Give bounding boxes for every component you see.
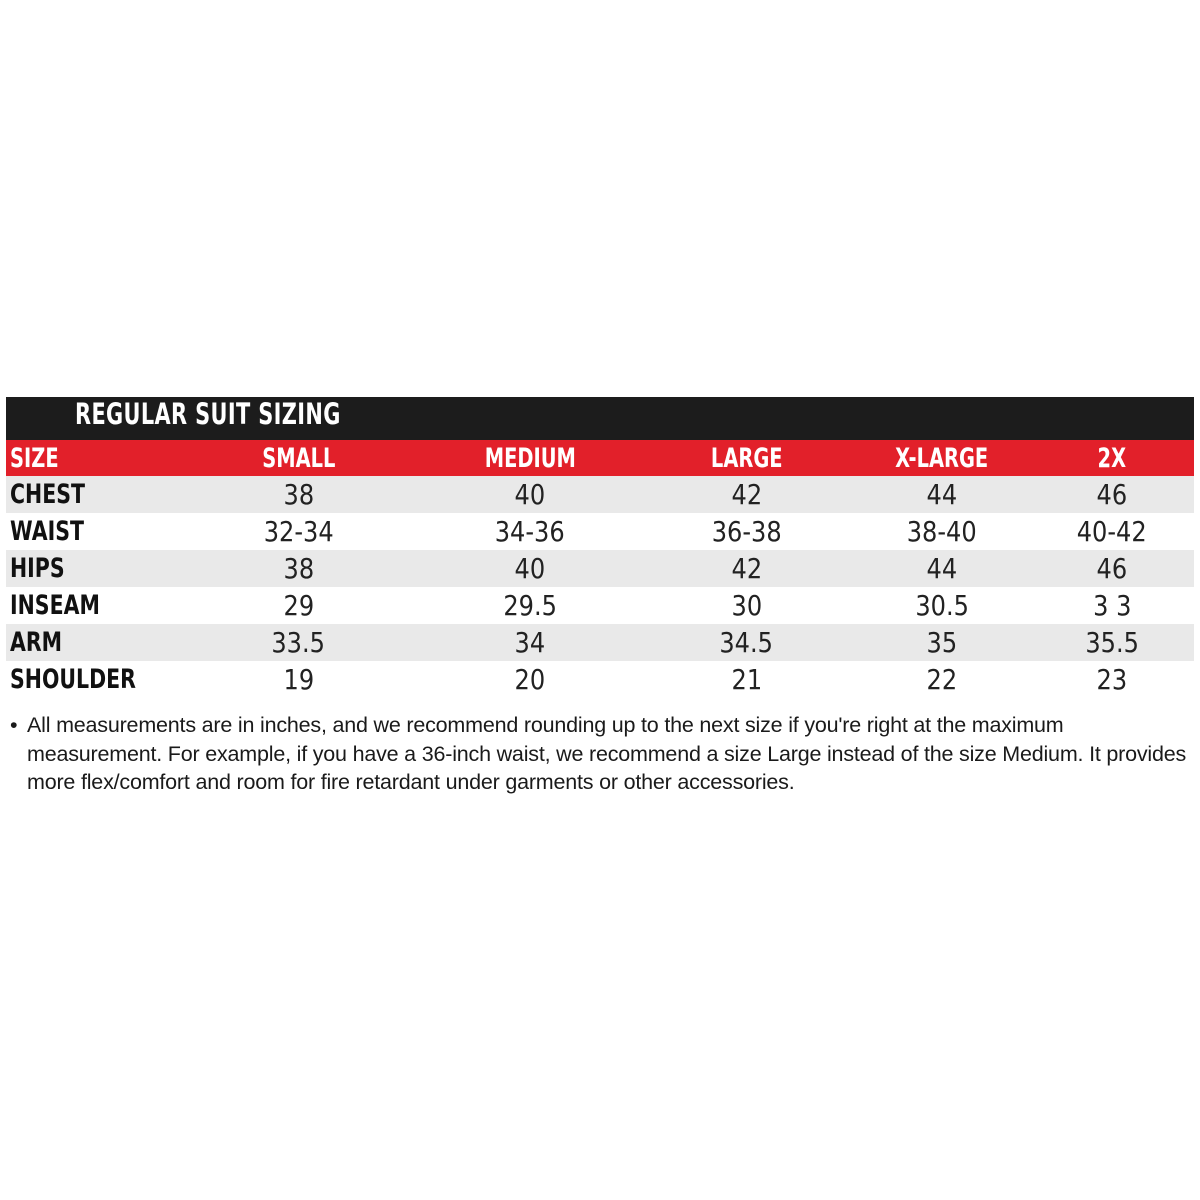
table-row-waist (6, 513, 1194, 550)
table-row-chest (6, 476, 1194, 513)
column-header-small: SMALL (176, 440, 421, 476)
note-text: All measurements are in inches, and we recommend rounding up to the next size if you're right at the maximum measurement. For example, if you have a 36-inch waist, we recommend a size Large instead of the size Medium. It provides more flex/comfort and room for fire retardant under garments or other accessories. (27, 713, 1187, 794)
table-cell: 40-42 (1030, 513, 1194, 550)
table-cell: 38-40 (854, 513, 1030, 550)
table-cell: 29.5 (421, 587, 639, 624)
column-header-medium: MEDIUM (421, 440, 639, 476)
table-header-row (6, 440, 1194, 476)
table-cell: 35 (854, 624, 1030, 661)
size-chart (6, 397, 1194, 698)
table-cell: 38 (176, 550, 421, 587)
table-cell: 40 (421, 476, 639, 513)
table-cell: 44 (854, 476, 1030, 513)
row-label: CHEST (6, 476, 176, 513)
column-header-size: SIZE (6, 440, 176, 476)
table-cell: 3 3 (1030, 587, 1194, 624)
bullet-icon: • (10, 713, 18, 737)
table-cell: 40 (421, 550, 639, 587)
table-cell: 20 (421, 661, 639, 698)
table-cell: 30.5 (854, 587, 1030, 624)
column-header-2x: 2X (1030, 440, 1194, 476)
table-row-shoulder (6, 661, 1194, 698)
row-label: ARM (6, 624, 176, 661)
table-cell: 29 (176, 587, 421, 624)
chart-title: REGULAR SUIT SIZING (75, 397, 341, 431)
table-cell: 21 (639, 661, 854, 698)
row-label: SHOULDER (6, 661, 176, 698)
sizing-note (10, 711, 1190, 797)
table-cell: 34.5 (639, 624, 854, 661)
column-header-x-large: X-LARGE (854, 440, 1030, 476)
table-cell: 42 (639, 476, 854, 513)
table-cell: 30 (639, 587, 854, 624)
table-cell: 36-38 (639, 513, 854, 550)
sizing-table (6, 440, 1194, 698)
table-cell: 34-36 (421, 513, 639, 550)
column-header-large: LARGE (639, 440, 854, 476)
table-cell: 32-34 (176, 513, 421, 550)
table-row-hips (6, 550, 1194, 587)
table-cell: 22 (854, 661, 1030, 698)
row-label: HIPS (6, 550, 176, 587)
row-label: WAIST (6, 513, 176, 550)
table-row-arm (6, 624, 1194, 661)
table-cell: 42 (639, 550, 854, 587)
table-cell: 44 (854, 550, 1030, 587)
table-cell: 33.5 (176, 624, 421, 661)
table-cell: 23 (1030, 661, 1194, 698)
table-cell: 35.5 (1030, 624, 1194, 661)
table-cell: 38 (176, 476, 421, 513)
table-row-inseam (6, 587, 1194, 624)
table-cell: 46 (1030, 476, 1194, 513)
table-cell: 46 (1030, 550, 1194, 587)
row-label: INSEAM (6, 587, 176, 624)
table-cell: 34 (421, 624, 639, 661)
table-cell: 19 (176, 661, 421, 698)
title-bar (6, 397, 1194, 440)
